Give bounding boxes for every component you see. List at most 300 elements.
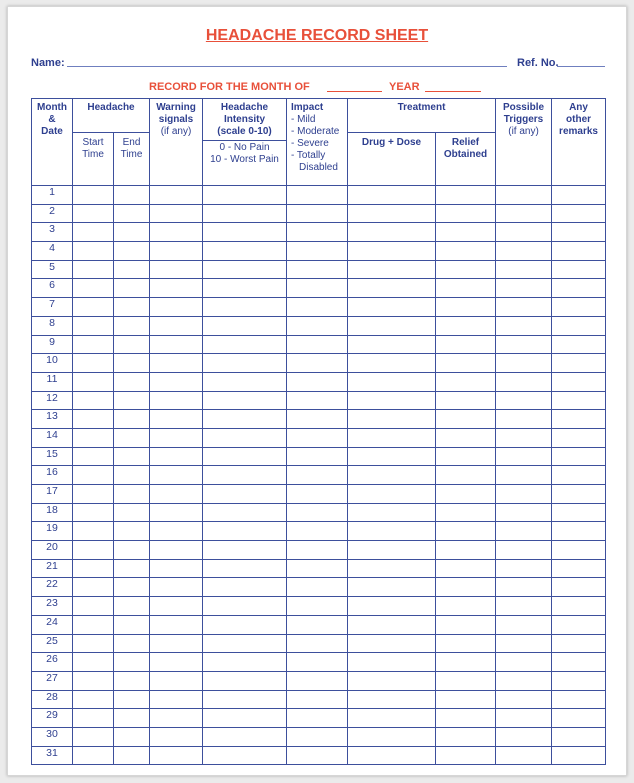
entry-cell[interactable] [150, 260, 203, 279]
day-number: 14 [32, 428, 73, 447]
entry-cell[interactable] [73, 653, 114, 672]
entry-cell[interactable] [436, 503, 496, 522]
entry-cell[interactable] [552, 335, 606, 354]
entry-cell[interactable] [436, 709, 496, 728]
entry-cell[interactable] [73, 727, 114, 746]
entry-cell[interactable] [496, 447, 552, 466]
day-number: 30 [32, 727, 73, 746]
entry-cell[interactable] [203, 578, 287, 597]
entry-cell[interactable] [496, 634, 552, 653]
entry-cell[interactable] [287, 223, 348, 242]
entry-cell[interactable] [203, 559, 287, 578]
entry-cell[interactable] [552, 653, 606, 672]
entry-cell[interactable] [348, 541, 436, 560]
entry-cell[interactable] [287, 690, 348, 709]
entry-cell[interactable] [496, 503, 552, 522]
entry-cell[interactable] [73, 466, 114, 485]
entry-cell[interactable] [150, 316, 203, 335]
entry-cell[interactable] [287, 372, 348, 391]
entry-cell[interactable] [114, 559, 150, 578]
entry-cell[interactable] [114, 503, 150, 522]
entry-cell[interactable] [150, 727, 203, 746]
entry-cell[interactable] [348, 615, 436, 634]
entry-cell[interactable] [114, 242, 150, 261]
entry-cell[interactable] [203, 223, 287, 242]
entry-cell[interactable] [496, 578, 552, 597]
entry-cell[interactable] [552, 615, 606, 634]
entry-cell[interactable] [150, 653, 203, 672]
entry-cell[interactable] [552, 485, 606, 504]
entry-cell[interactable] [348, 372, 436, 391]
entry-cell[interactable] [203, 204, 287, 223]
entry-cell[interactable] [348, 522, 436, 541]
col-drug-dose: Drug + Dose [348, 133, 436, 186]
entry-cell[interactable] [114, 615, 150, 634]
entry-cell[interactable] [348, 335, 436, 354]
entry-cell[interactable] [203, 727, 287, 746]
record-sheet [7, 6, 627, 776]
entry-cell[interactable] [496, 391, 552, 410]
entry-cell[interactable] [348, 485, 436, 504]
entry-cell[interactable] [552, 354, 606, 373]
entry-cell[interactable] [552, 391, 606, 410]
entry-cell[interactable] [150, 391, 203, 410]
entry-cell[interactable] [203, 186, 287, 205]
entry-cell[interactable] [203, 466, 287, 485]
entry-cell[interactable] [287, 597, 348, 616]
entry-cell[interactable] [436, 279, 496, 298]
entry-cell[interactable] [203, 541, 287, 560]
entry-cell[interactable] [552, 671, 606, 690]
entry-cell[interactable] [150, 335, 203, 354]
day-number: 9 [32, 335, 73, 354]
entry-cell[interactable] [287, 615, 348, 634]
entry-cell[interactable] [552, 298, 606, 317]
entry-cell[interactable] [552, 634, 606, 653]
entry-cell[interactable] [114, 391, 150, 410]
entry-cell[interactable] [203, 335, 287, 354]
entry-cell[interactable] [150, 279, 203, 298]
day-number: 18 [32, 503, 73, 522]
entry-cell[interactable] [287, 653, 348, 672]
entry-cell[interactable] [436, 541, 496, 560]
entry-cell[interactable] [114, 578, 150, 597]
entry-cell[interactable] [287, 522, 348, 541]
entry-cell[interactable] [348, 634, 436, 653]
entry-cell[interactable] [150, 503, 203, 522]
entry-cell[interactable] [436, 727, 496, 746]
month-field[interactable] [327, 91, 382, 92]
entry-cell[interactable] [496, 466, 552, 485]
entry-cell[interactable] [73, 503, 114, 522]
ref-no-field[interactable] [557, 66, 605, 67]
entry-cell[interactable] [114, 260, 150, 279]
entry-cell[interactable] [73, 447, 114, 466]
entry-cell[interactable] [436, 746, 496, 765]
entry-cell[interactable] [203, 690, 287, 709]
day-number: 28 [32, 690, 73, 709]
entry-cell[interactable] [203, 242, 287, 261]
day-number: 12 [32, 391, 73, 410]
entry-cell[interactable] [348, 410, 436, 429]
entry-cell[interactable] [552, 279, 606, 298]
entry-cell[interactable] [114, 727, 150, 746]
entry-cell[interactable] [287, 354, 348, 373]
table-row [32, 372, 606, 391]
entry-cell[interactable] [203, 746, 287, 765]
entry-cell[interactable] [73, 746, 114, 765]
entry-cell[interactable] [287, 204, 348, 223]
entry-cell[interactable] [436, 298, 496, 317]
entry-cell[interactable] [436, 335, 496, 354]
entry-cell[interactable] [552, 410, 606, 429]
entry-cell[interactable] [150, 671, 203, 690]
entry-cell[interactable] [150, 428, 203, 447]
entry-cell[interactable] [114, 186, 150, 205]
entry-cell[interactable] [203, 615, 287, 634]
entry-cell[interactable] [348, 709, 436, 728]
entry-cell[interactable] [150, 447, 203, 466]
entry-cell[interactable] [150, 559, 203, 578]
entry-cell[interactable] [496, 204, 552, 223]
entry-cell[interactable] [436, 428, 496, 447]
entry-cell[interactable] [203, 503, 287, 522]
entry-cell[interactable] [436, 485, 496, 504]
entry-cell[interactable] [552, 316, 606, 335]
entry-cell[interactable] [73, 316, 114, 335]
entry-cell[interactable] [348, 186, 436, 205]
entry-cell[interactable] [348, 447, 436, 466]
entry-cell[interactable] [150, 204, 203, 223]
table-row [32, 204, 606, 223]
entry-cell[interactable] [348, 466, 436, 485]
entry-cell[interactable] [436, 559, 496, 578]
entry-cell[interactable] [552, 727, 606, 746]
entry-cell[interactable] [203, 671, 287, 690]
entry-cell[interactable] [73, 428, 114, 447]
entry-cell[interactable] [496, 410, 552, 429]
entry-cell[interactable] [287, 559, 348, 578]
entry-cell[interactable] [287, 541, 348, 560]
entry-cell[interactable] [150, 223, 203, 242]
entry-cell[interactable] [552, 597, 606, 616]
day-number: 23 [32, 597, 73, 616]
entry-cell[interactable] [114, 466, 150, 485]
entry-cell[interactable] [150, 298, 203, 317]
entry-cell[interactable] [150, 709, 203, 728]
entry-cell[interactable] [203, 391, 287, 410]
entry-cell[interactable] [436, 242, 496, 261]
entry-cell[interactable] [287, 447, 348, 466]
entry-cell[interactable] [552, 746, 606, 765]
entry-cell[interactable] [496, 372, 552, 391]
entry-cell[interactable] [552, 709, 606, 728]
entry-cell[interactable] [436, 204, 496, 223]
entry-cell[interactable] [436, 653, 496, 672]
entry-cell[interactable] [287, 298, 348, 317]
entry-cell[interactable] [287, 316, 348, 335]
entry-cell[interactable] [436, 410, 496, 429]
entry-cell[interactable] [552, 223, 606, 242]
entry-cell[interactable] [150, 410, 203, 429]
entry-cell[interactable] [348, 242, 436, 261]
entry-cell[interactable] [150, 578, 203, 597]
entry-cell[interactable] [348, 503, 436, 522]
record-table [31, 98, 606, 765]
entry-cell[interactable] [496, 671, 552, 690]
entry-cell[interactable] [73, 391, 114, 410]
entry-cell[interactable] [114, 746, 150, 765]
entry-cell[interactable] [73, 690, 114, 709]
entry-cell[interactable] [287, 578, 348, 597]
entry-cell[interactable] [287, 186, 348, 205]
day-number: 10 [32, 354, 73, 373]
entry-cell[interactable] [150, 746, 203, 765]
entry-cell[interactable] [203, 634, 287, 653]
entry-cell[interactable] [203, 410, 287, 429]
entry-cell[interactable] [73, 354, 114, 373]
entry-cell[interactable] [114, 541, 150, 560]
entry-cell[interactable] [348, 559, 436, 578]
entry-cell[interactable] [348, 690, 436, 709]
entry-cell[interactable] [203, 316, 287, 335]
entry-cell[interactable] [436, 597, 496, 616]
entry-cell[interactable] [348, 428, 436, 447]
col-start-time: Start Time [73, 133, 114, 186]
entry-cell[interactable] [287, 709, 348, 728]
entry-cell[interactable] [203, 428, 287, 447]
entry-cell[interactable] [150, 690, 203, 709]
table-row [32, 316, 606, 335]
entry-cell[interactable] [496, 559, 552, 578]
entry-cell[interactable] [114, 671, 150, 690]
entry-cell[interactable] [73, 279, 114, 298]
entry-cell[interactable] [552, 242, 606, 261]
entry-cell[interactable] [287, 410, 348, 429]
entry-cell[interactable] [436, 354, 496, 373]
entry-cell[interactable] [496, 335, 552, 354]
entry-cell[interactable] [287, 727, 348, 746]
entry-cell[interactable] [287, 335, 348, 354]
entry-cell[interactable] [496, 709, 552, 728]
year-field[interactable] [425, 91, 481, 92]
entry-cell[interactable] [114, 485, 150, 504]
entry-cell[interactable] [73, 410, 114, 429]
entry-cell[interactable] [114, 653, 150, 672]
entry-cell[interactable] [150, 634, 203, 653]
entry-cell[interactable] [496, 223, 552, 242]
entry-cell[interactable] [150, 541, 203, 560]
entry-cell[interactable] [73, 372, 114, 391]
entry-cell[interactable] [150, 466, 203, 485]
entry-cell[interactable] [203, 485, 287, 504]
page-title: HEADACHE RECORD SHEET [205, 27, 429, 44]
entry-cell[interactable] [287, 242, 348, 261]
entry-cell[interactable] [114, 335, 150, 354]
entry-cell[interactable] [436, 466, 496, 485]
entry-cell[interactable] [287, 428, 348, 447]
entry-cell[interactable] [203, 522, 287, 541]
entry-cell[interactable] [287, 485, 348, 504]
entry-cell[interactable] [73, 485, 114, 504]
entry-cell[interactable] [73, 223, 114, 242]
entry-cell[interactable] [348, 279, 436, 298]
entry-cell[interactable] [348, 204, 436, 223]
entry-cell[interactable] [496, 541, 552, 560]
entry-cell[interactable] [150, 485, 203, 504]
entry-cell[interactable] [496, 485, 552, 504]
entry-cell[interactable] [114, 690, 150, 709]
entry-cell[interactable] [203, 653, 287, 672]
entry-cell[interactable] [114, 447, 150, 466]
entry-cell[interactable] [348, 316, 436, 335]
entry-cell[interactable] [73, 671, 114, 690]
entry-cell[interactable] [73, 204, 114, 223]
entry-cell[interactable] [496, 316, 552, 335]
entry-cell[interactable] [150, 242, 203, 261]
entry-cell[interactable] [287, 634, 348, 653]
entry-cell[interactable] [203, 447, 287, 466]
entry-cell[interactable] [114, 597, 150, 616]
entry-cell[interactable] [496, 354, 552, 373]
entry-cell[interactable] [436, 522, 496, 541]
entry-cell[interactable] [496, 615, 552, 634]
entry-cell[interactable] [436, 391, 496, 410]
entry-cell[interactable] [436, 578, 496, 597]
entry-cell[interactable] [287, 260, 348, 279]
entry-cell[interactable] [73, 615, 114, 634]
entry-cell[interactable] [73, 186, 114, 205]
entry-cell[interactable] [496, 279, 552, 298]
entry-cell[interactable] [114, 298, 150, 317]
entry-cell[interactable] [114, 709, 150, 728]
entry-cell[interactable] [114, 204, 150, 223]
entry-cell[interactable] [73, 709, 114, 728]
entry-cell[interactable] [203, 260, 287, 279]
entry-cell[interactable] [287, 746, 348, 765]
entry-cell[interactable] [203, 372, 287, 391]
entry-cell[interactable] [73, 541, 114, 560]
entry-cell[interactable] [552, 260, 606, 279]
entry-cell[interactable] [114, 354, 150, 373]
entry-cell[interactable] [150, 615, 203, 634]
entry-cell[interactable] [114, 634, 150, 653]
entry-cell[interactable] [203, 279, 287, 298]
entry-cell[interactable] [436, 671, 496, 690]
entry-cell[interactable] [552, 186, 606, 205]
entry-cell[interactable] [436, 690, 496, 709]
entry-cell[interactable] [496, 727, 552, 746]
entry-cell[interactable] [287, 391, 348, 410]
entry-cell[interactable] [73, 634, 114, 653]
entry-cell[interactable] [203, 597, 287, 616]
entry-cell[interactable] [436, 447, 496, 466]
entry-cell[interactable] [496, 690, 552, 709]
entry-cell[interactable] [496, 186, 552, 205]
entry-cell[interactable] [150, 354, 203, 373]
entry-cell[interactable] [436, 223, 496, 242]
entry-cell[interactable] [73, 260, 114, 279]
entry-cell[interactable] [348, 746, 436, 765]
entry-cell[interactable] [496, 746, 552, 765]
entry-cell[interactable] [552, 503, 606, 522]
entry-cell[interactable] [114, 223, 150, 242]
entry-cell[interactable] [552, 541, 606, 560]
entry-cell[interactable] [203, 354, 287, 373]
entry-cell[interactable] [436, 260, 496, 279]
entry-cell[interactable] [73, 522, 114, 541]
entry-cell[interactable] [348, 354, 436, 373]
entry-cell[interactable] [496, 428, 552, 447]
entry-cell[interactable] [114, 372, 150, 391]
entry-cell[interactable] [348, 727, 436, 746]
entry-cell[interactable] [496, 522, 552, 541]
entry-cell[interactable] [496, 260, 552, 279]
entry-cell[interactable] [552, 204, 606, 223]
entry-cell[interactable] [150, 597, 203, 616]
entry-cell[interactable] [348, 578, 436, 597]
entry-cell[interactable] [203, 709, 287, 728]
entry-cell[interactable] [496, 653, 552, 672]
entry-cell[interactable] [552, 690, 606, 709]
entry-cell[interactable] [348, 597, 436, 616]
entry-cell[interactable] [73, 298, 114, 317]
entry-cell[interactable] [150, 522, 203, 541]
entry-cell[interactable] [73, 597, 114, 616]
entry-cell[interactable] [73, 335, 114, 354]
entry-cell[interactable] [552, 559, 606, 578]
entry-cell[interactable] [348, 671, 436, 690]
entry-cell[interactable] [552, 447, 606, 466]
entry-cell[interactable] [552, 466, 606, 485]
entry-cell[interactable] [114, 279, 150, 298]
entry-cell[interactable] [348, 298, 436, 317]
entry-cell[interactable] [150, 186, 203, 205]
name-field[interactable] [67, 66, 507, 67]
entry-cell[interactable] [114, 410, 150, 429]
entry-cell[interactable] [436, 372, 496, 391]
entry-cell[interactable] [496, 242, 552, 261]
entry-cell[interactable] [436, 634, 496, 653]
entry-cell[interactable] [287, 671, 348, 690]
entry-cell[interactable] [114, 428, 150, 447]
entry-cell[interactable] [114, 316, 150, 335]
entry-cell[interactable] [150, 372, 203, 391]
entry-cell[interactable] [348, 653, 436, 672]
entry-cell[interactable] [552, 522, 606, 541]
entry-cell[interactable] [436, 316, 496, 335]
entry-cell[interactable] [436, 615, 496, 634]
entry-cell[interactable] [73, 578, 114, 597]
entry-cell[interactable] [496, 298, 552, 317]
entry-cell[interactable] [287, 466, 348, 485]
entry-cell[interactable] [348, 391, 436, 410]
entry-cell[interactable] [552, 578, 606, 597]
entry-cell[interactable] [287, 279, 348, 298]
entry-cell[interactable] [203, 298, 287, 317]
entry-cell[interactable] [114, 522, 150, 541]
entry-cell[interactable] [73, 559, 114, 578]
entry-cell[interactable] [348, 223, 436, 242]
entry-cell[interactable] [436, 186, 496, 205]
entry-cell[interactable] [73, 242, 114, 261]
table-row [32, 223, 606, 242]
entry-cell[interactable] [552, 372, 606, 391]
entry-cell[interactable] [552, 428, 606, 447]
entry-cell[interactable] [496, 597, 552, 616]
entry-cell[interactable] [348, 260, 436, 279]
entry-cell[interactable] [287, 503, 348, 522]
